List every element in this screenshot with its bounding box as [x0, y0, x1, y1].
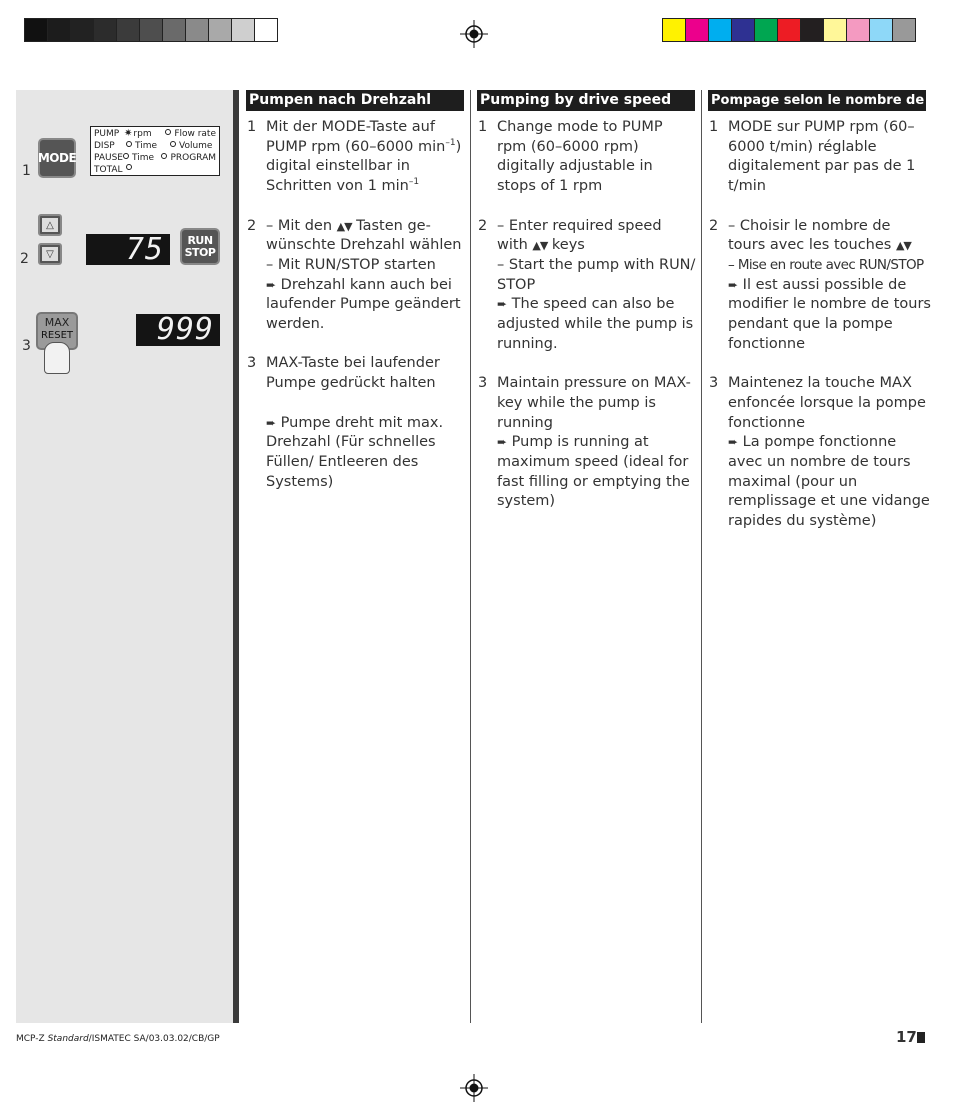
mode-pause-label: PAUSE [94, 153, 123, 163]
indicator-dot-icon [161, 153, 167, 159]
gray-swatch [71, 19, 94, 41]
color-swatch [893, 19, 915, 41]
arrow-right-icon: ➨ [728, 435, 739, 450]
french-heading: Pompage selon le nombre de tours [708, 90, 926, 111]
french-step2-text-a: – Choisir le nombre de tours avec les touches [728, 217, 896, 254]
english-step3-note: Pump is running at maximum speed (ideal for fast filling or emptying the system) [497, 434, 690, 510]
english-step-3 [478, 374, 696, 512]
gray-swatch [48, 19, 71, 41]
arrow-right-icon: ➨ [497, 297, 508, 312]
step-number: 2 [247, 217, 257, 234]
step-number: 2 [709, 217, 719, 234]
reset-label: RESET [40, 330, 74, 341]
french-column [709, 118, 931, 551]
indicator-dot-icon [170, 141, 176, 147]
indicator-dot-icon [123, 153, 129, 159]
footer-italic: Standard [47, 1034, 89, 1044]
french-step3-text: Maintenez la touche MAX enfoncée lorsque la pompe fonctionne [728, 375, 926, 431]
color-swatch [709, 19, 732, 41]
german-step3-text: MAX-Taste bei laufender Pumpe gedrückt halten [266, 355, 440, 392]
german-step2-text-a: – Mit den [266, 217, 337, 234]
page-number: 17 [896, 1028, 917, 1046]
color-swatch [847, 19, 870, 41]
max-label: MAX [44, 316, 70, 329]
speed-display: 75 [86, 234, 170, 265]
panel-divider [233, 90, 239, 1023]
step-number-1: 1 [22, 163, 31, 179]
mode-disp-label: DISP [94, 141, 115, 151]
registration-mark-top [460, 20, 488, 48]
german-step-1 [247, 118, 465, 197]
finger-icon [44, 342, 70, 374]
down-button[interactable] [38, 243, 62, 265]
german-heading: Pumpen nach Drehzahl [246, 90, 464, 111]
german-step2-run: – Mit RUN/STOP starten [266, 256, 436, 273]
step-number: 1 [709, 119, 719, 135]
color-swatch [870, 19, 893, 41]
color-swatch [801, 19, 824, 41]
mode-volume-label: Volume [179, 141, 213, 151]
indicator-dot-icon [126, 164, 132, 170]
up-button[interactable] [38, 214, 62, 236]
indicator-dot-icon [126, 141, 132, 147]
indicator-dot-icon [165, 129, 171, 135]
mode-pump-label: PUMP [94, 129, 120, 139]
english-step2-note: The speed can also be adjusted while the pump is running. [497, 296, 694, 352]
arrow-right-icon: ➨ [266, 277, 277, 292]
mode-flowrate-label: Flow rate [174, 129, 216, 139]
step-number: 1 [247, 119, 257, 135]
footer-reference [16, 1034, 220, 1044]
gray-swatch [25, 19, 48, 41]
mode-time-label: Time [135, 141, 158, 151]
english-step2-text-b: with [497, 237, 533, 254]
mode-button[interactable]: MODE [38, 138, 76, 178]
up-down-arrows-icon: ▲▼ [336, 219, 352, 233]
superscript: –1 [445, 137, 456, 148]
english-column [478, 118, 696, 532]
up-down-arrows-icon: ▲▼ [895, 239, 911, 253]
grayscale-calibration-bar [24, 18, 278, 42]
color-swatch [686, 19, 709, 41]
english-step-1 [478, 118, 696, 197]
gray-swatch [94, 19, 117, 41]
french-step-1 [709, 118, 931, 197]
arrow-right-icon: ➨ [728, 277, 739, 292]
english-step-2 [478, 217, 696, 355]
english-step2-text-c: keys [547, 237, 585, 254]
color-swatch [824, 19, 847, 41]
gray-swatch [140, 19, 163, 41]
color-swatch [663, 19, 686, 41]
german-step2-note: Drehzahl kann auch bei laufender Pumpe geändert werden. [266, 276, 461, 333]
gray-swatch [186, 19, 209, 41]
run-label: RUN [187, 233, 213, 247]
color-calibration-bar [662, 18, 916, 42]
mode-total-label: TOTAL [94, 165, 123, 175]
german-column [247, 118, 465, 512]
step-number: 2 [478, 217, 488, 234]
footer-suffix: /ISMATEC SA/03.03.02/CB/GP [88, 1034, 220, 1044]
max-speed-display: 999 [136, 314, 220, 346]
english-step1-text: Change mode to PUMP rpm (60–6000 rpm) digitally adjustable in stops of 1 rpm [497, 119, 663, 195]
german-step1-text-b: ) digital einstellbar in Schritten von 1 min [266, 138, 462, 195]
step-number: 3 [478, 375, 488, 392]
step-number: 1 [478, 119, 488, 135]
french-step2-run: – Mise en route avec RUN/STOP [728, 256, 924, 273]
gray-swatch [209, 19, 232, 41]
french-step1-text: MODE sur PUMP rpm (60–6000 t/min) réglable digitalement par pas de 1 t/min [728, 119, 916, 195]
registration-mark-bottom [460, 1074, 488, 1102]
mode-program-label: PROGRAM [170, 153, 216, 163]
color-swatch [755, 19, 778, 41]
column-divider [470, 90, 471, 1023]
step-number: 3 [709, 375, 719, 392]
english-step2-text-a: – Enter required speed [497, 217, 662, 234]
mode-indicator-panel [90, 126, 220, 176]
french-step3-note: La pompe fonctionne avec un nombre de tours maximal (pour un remplissage et une vidange rapides du système) [728, 434, 930, 530]
column-divider [701, 90, 702, 1023]
step-number-3: 3 [22, 338, 31, 354]
french-step2-note: Il est aussi possible de modifier le nombre de tours pendant que la pompe fonctionne [728, 276, 931, 352]
gray-swatch [117, 19, 140, 41]
arrow-right-icon: ➨ [497, 435, 508, 450]
gray-swatch [232, 19, 255, 41]
page-marker [917, 1032, 925, 1043]
english-step3-text: Maintain pressure on MAX-key while the pump is running [497, 375, 691, 431]
superscript: –1 [408, 177, 420, 188]
triangle-up-icon: △ [46, 219, 54, 231]
gray-swatch [255, 19, 277, 41]
mode-time-label: Time [132, 153, 155, 163]
mode-rpm-label: rpm [133, 129, 152, 139]
run-stop-button[interactable] [180, 228, 220, 265]
step-number-2: 2 [20, 251, 29, 267]
step-number: 3 [247, 355, 257, 372]
arrow-right-icon: ➨ [266, 415, 277, 430]
stop-label: STOP [184, 245, 216, 259]
english-heading: Pumping by drive speed [477, 90, 695, 111]
german-step2-text-b: Tasten ge-wünschte Drehzahl wählen [266, 217, 462, 254]
up-down-arrows-icon: ▲▼ [532, 239, 548, 253]
color-swatch [778, 19, 801, 41]
german-step3-note: Pumpe dreht mit max. Drehzahl (Für schnelles Füllen/ Entleeren des Systems) [266, 414, 444, 490]
triangle-down-icon: ▽ [46, 248, 54, 260]
active-indicator-icon: ✷ [124, 128, 133, 139]
french-step-2 [709, 217, 931, 355]
german-step-3 [247, 354, 465, 492]
gray-swatch [163, 19, 186, 41]
color-swatch [732, 19, 755, 41]
english-step2-run: – Start the pump with RUN/ STOP [497, 256, 696, 293]
german-step1-text-a: Mit der MODE-Taste auf PUMP rpm (60–6000 min [266, 119, 446, 155]
german-step-2 [247, 217, 465, 335]
french-step-3 [709, 374, 931, 532]
footer-prefix: MCP-Z [16, 1034, 48, 1044]
